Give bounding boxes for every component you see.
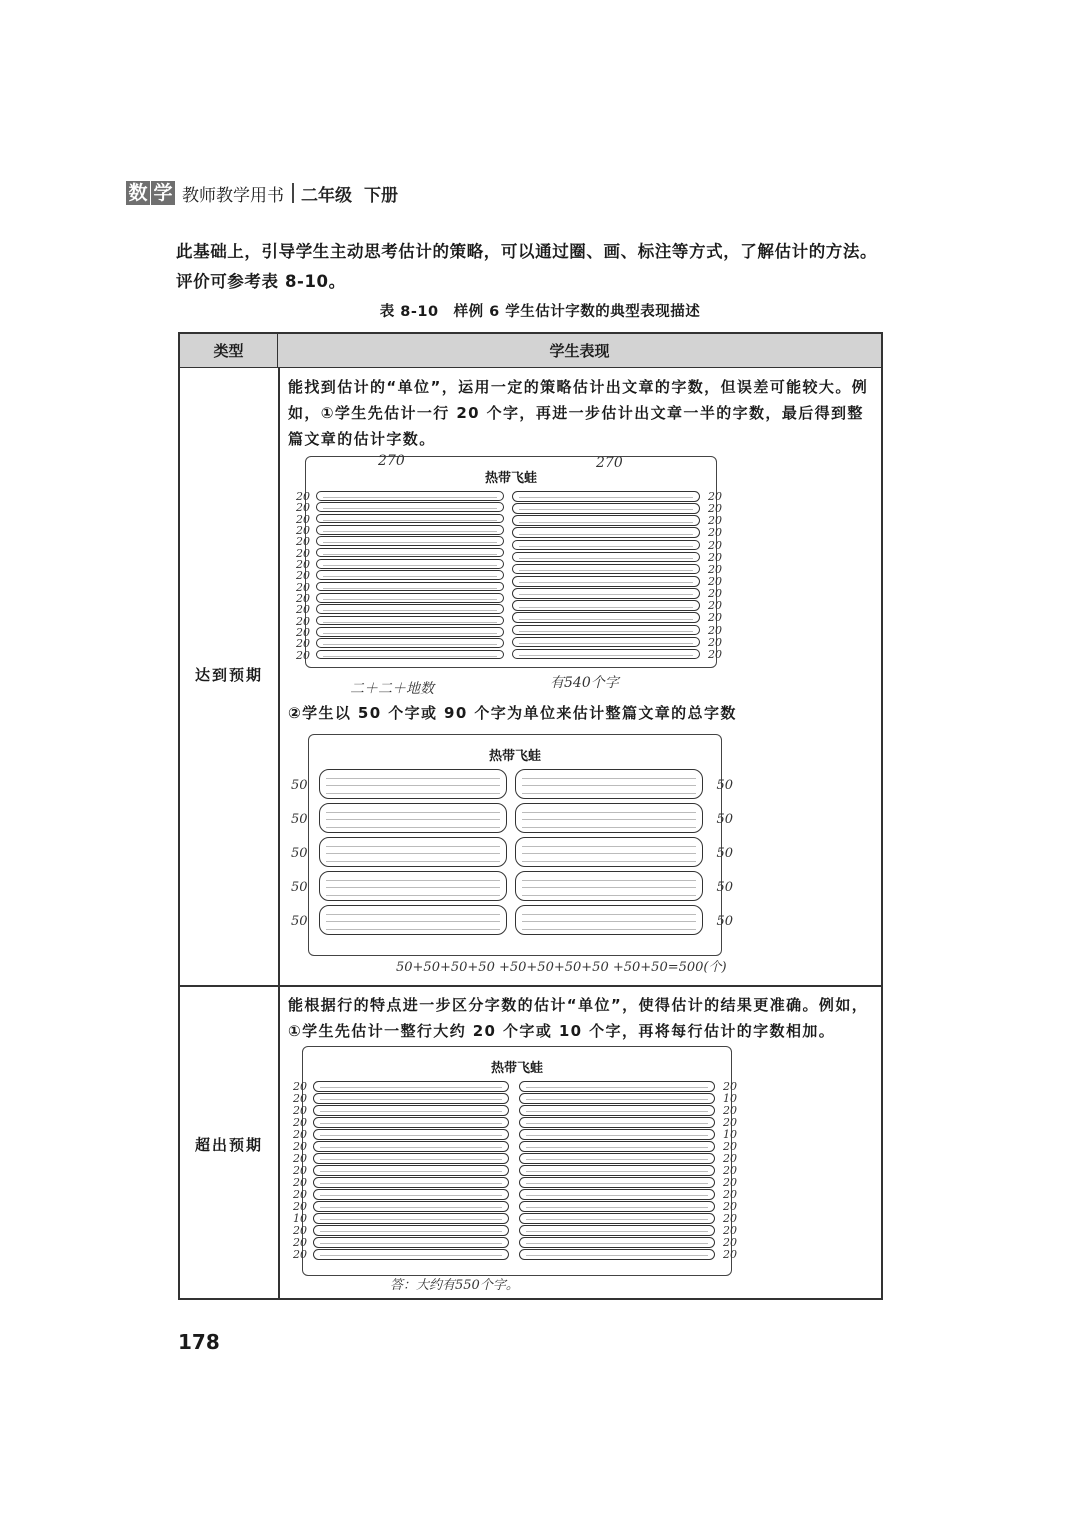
text-bubble — [519, 1189, 715, 1200]
text-bubble — [319, 769, 507, 799]
text-line — [323, 520, 497, 521]
count-mark: 20 — [723, 1116, 737, 1129]
count-mark: 20 — [708, 514, 722, 528]
count-mark: 20 — [293, 1224, 307, 1237]
text-bubble — [519, 1129, 715, 1140]
text-line — [320, 1111, 502, 1112]
text-bubble — [515, 905, 703, 935]
text-line — [519, 534, 693, 535]
table-caption: 表 8-10 样例 6 学生估计字数的典型表现描述 — [379, 304, 701, 320]
text-line — [526, 1255, 708, 1256]
text-line — [320, 1231, 502, 1232]
text-line — [526, 1183, 708, 1184]
text-line — [326, 778, 500, 779]
text-line — [326, 827, 500, 828]
text-bubble — [319, 803, 507, 833]
count-mark: 20 — [296, 614, 310, 628]
count-mark: 20 — [296, 512, 310, 526]
student-note: 50+50+50+50 +50+50+50+50 +50+50=500(个) — [396, 960, 727, 975]
count-mark: 20 — [293, 1104, 307, 1117]
header-type: 类型 — [180, 334, 278, 368]
count-mark: 20 — [293, 1188, 307, 1201]
right-column — [515, 769, 733, 939]
count-mark: 20 — [293, 1164, 307, 1177]
text-bubble — [512, 527, 700, 538]
text-line — [522, 785, 696, 786]
student-note: 答：大约有550个字。 — [390, 1278, 519, 1293]
text-line — [323, 610, 497, 611]
text-line — [526, 1147, 708, 1148]
text-bubble — [313, 1189, 509, 1200]
text-bubble — [316, 548, 504, 558]
column-divider — [278, 368, 280, 1298]
text-bubble — [515, 871, 703, 901]
right-column — [519, 1080, 737, 1261]
text-bubble — [519, 1093, 715, 1104]
text-bubble — [519, 1081, 715, 1092]
text-bubble — [519, 1141, 715, 1152]
count-mark: 20 — [293, 1200, 307, 1213]
count-mark: 20 — [296, 524, 310, 537]
student-note: 二＋二＋地数 — [350, 681, 434, 697]
text-bubble — [512, 552, 700, 563]
text-line — [326, 793, 500, 794]
count-mark: 20 — [296, 648, 310, 662]
text-line — [519, 655, 693, 656]
text-line — [519, 631, 693, 632]
text-bubble — [313, 1249, 509, 1260]
text-bubble — [316, 582, 504, 592]
text-line — [326, 846, 500, 847]
text-bubble — [313, 1105, 509, 1116]
book-title: 教师教学用书 — [182, 185, 284, 206]
count-mark: 50 — [716, 914, 733, 929]
text-bubble — [316, 559, 504, 569]
text-line — [526, 1171, 708, 1172]
text-bubble — [316, 491, 504, 501]
text-bubble — [313, 1237, 509, 1248]
text-line — [526, 1135, 708, 1136]
text-bubble — [515, 769, 703, 799]
text-line — [326, 880, 500, 881]
text-bubble — [519, 1177, 715, 1188]
text-bubble — [319, 837, 507, 867]
text-line — [320, 1099, 502, 1100]
text-bubble — [313, 1117, 509, 1128]
text-bubble — [316, 593, 504, 603]
count-mark: 20 — [708, 550, 722, 564]
text-line — [320, 1171, 502, 1172]
count-mark: 20 — [296, 637, 310, 651]
count-mark: 20 — [293, 1080, 307, 1093]
count-mark: 20 — [296, 546, 310, 560]
count-mark: 20 — [708, 538, 722, 552]
text-bubble — [313, 1153, 509, 1164]
count-mark: 20 — [708, 575, 722, 588]
text-line — [323, 531, 497, 532]
text-line — [320, 1135, 502, 1136]
evaluation-table — [178, 332, 883, 1300]
text-bubble — [313, 1129, 509, 1140]
count-mark: 50 — [291, 880, 308, 895]
text-line — [320, 1195, 502, 1196]
count-mark: 20 — [708, 490, 722, 503]
text-line — [320, 1123, 502, 1124]
text-bubble — [512, 625, 700, 636]
count-mark: 20 — [723, 1236, 737, 1249]
right-column — [512, 490, 722, 661]
sample-title: 热带飞蛙 — [488, 749, 541, 764]
text-line — [522, 914, 696, 915]
text-line — [326, 921, 500, 922]
text-bubble — [512, 600, 700, 611]
count-mark: 20 — [723, 1152, 737, 1165]
text-bubble — [512, 612, 700, 623]
text-line — [323, 599, 497, 600]
text-line — [326, 812, 500, 813]
count-mark: 20 — [708, 623, 722, 637]
count-mark: 10 — [723, 1128, 737, 1141]
text-line — [326, 819, 500, 820]
left-column — [296, 490, 504, 662]
count-mark: 20 — [723, 1164, 737, 1177]
count-mark: 20 — [296, 535, 310, 549]
text-line — [326, 861, 500, 862]
text-line — [323, 633, 497, 634]
count-mark: 50 — [291, 914, 308, 929]
text-line — [519, 619, 693, 620]
intro-paragraph: 此基础上，引导学生主动思考估计的策略，可以通过圈、画、标注等方式，了解估计的方法。评价可参考表 8-10。 — [176, 242, 878, 291]
text-line — [526, 1099, 708, 1100]
text-bubble — [519, 1153, 715, 1164]
text-line — [522, 861, 696, 862]
text-line — [522, 921, 696, 922]
page-number: 178 — [178, 1330, 220, 1354]
text-line — [522, 819, 696, 820]
text-line — [526, 1123, 708, 1124]
count-mark: 20 — [723, 1188, 737, 1201]
text-bubble — [519, 1117, 715, 1128]
text-bubble — [313, 1093, 509, 1104]
count-mark: 20 — [708, 635, 722, 649]
count-mark: 10 — [723, 1092, 737, 1105]
row-type-exceeds: 超出预期 — [194, 1136, 263, 1154]
text-bubble — [313, 1141, 509, 1152]
sample-mark: 270 — [596, 455, 623, 471]
text-bubble — [316, 514, 504, 524]
row-divider — [180, 985, 881, 987]
text-bubble — [512, 637, 700, 648]
count-mark: 20 — [296, 569, 310, 583]
count-mark: 20 — [708, 647, 722, 661]
row1-description: 能找到估计的“单位”，运用一定的策略估计出文章的字数，但误差可能较大。例如，①学生先估计一行 20 个字，再进一步估计出文章一半的字数，最后得到整篇文章的估计字数。 — [288, 378, 869, 448]
count-mark: 20 — [296, 626, 310, 639]
count-mark: 20 — [293, 1128, 307, 1141]
count-mark: 20 — [723, 1200, 737, 1213]
text-line — [526, 1243, 708, 1244]
subject-logo — [126, 181, 176, 205]
text-bubble — [512, 588, 700, 599]
text-line — [526, 1219, 708, 1220]
text-bubble — [313, 1213, 509, 1224]
text-line — [320, 1159, 502, 1160]
text-bubble — [519, 1201, 715, 1212]
text-bubble — [512, 540, 700, 551]
text-bubble — [316, 502, 504, 512]
count-mark: 20 — [708, 562, 722, 576]
count-mark: 50 — [291, 846, 308, 861]
text-line — [320, 1087, 502, 1088]
text-line — [519, 497, 693, 498]
text-bubble — [316, 525, 504, 535]
logo-char: 学 — [151, 181, 175, 205]
text-line — [323, 542, 497, 543]
student-note: 有540个字 — [550, 675, 619, 691]
text-line — [522, 846, 696, 847]
text-bubble — [512, 503, 700, 514]
count-mark: 50 — [291, 778, 308, 793]
text-bubble — [512, 491, 700, 502]
count-mark: 20 — [723, 1248, 737, 1261]
text-line — [519, 522, 693, 523]
text-bubble — [512, 576, 700, 587]
text-bubble — [519, 1165, 715, 1176]
text-line — [519, 582, 693, 583]
text-line — [326, 929, 500, 930]
row2-description: 能根据行的特点进一步区分字数的估计“单位”，使得估计的结果更准确。例如，①学生先估计一整行大约 20 个字或 10 个字，再将每行估计的字数相加。 — [288, 996, 869, 1040]
text-line — [320, 1147, 502, 1148]
text-line — [526, 1207, 708, 1208]
count-mark: 20 — [723, 1224, 737, 1237]
left-column — [293, 1080, 509, 1261]
count-mark: 20 — [723, 1080, 737, 1093]
text-bubble — [515, 837, 703, 867]
text-bubble — [515, 803, 703, 833]
text-bubble — [512, 564, 700, 575]
text-line — [526, 1195, 708, 1196]
count-mark: 20 — [296, 592, 310, 605]
text-bubble — [316, 570, 504, 580]
text-bubble — [519, 1105, 715, 1116]
count-mark: 20 — [708, 526, 722, 540]
text-bubble — [512, 649, 700, 660]
text-line — [323, 588, 497, 589]
row-type-meets: 达到预期 — [194, 666, 263, 684]
text-line — [326, 785, 500, 786]
count-mark: 20 — [708, 599, 722, 613]
count-mark: 20 — [293, 1248, 307, 1261]
text-line — [323, 656, 497, 657]
sample-title: 热带飞蛙 — [490, 1061, 543, 1076]
student-sample-1 — [296, 453, 722, 668]
text-line — [323, 554, 497, 555]
text-bubble — [313, 1201, 509, 1212]
text-line — [526, 1111, 708, 1112]
text-line — [519, 558, 693, 559]
count-mark: 20 — [293, 1140, 307, 1153]
text-line — [323, 497, 497, 498]
text-bubble — [313, 1225, 509, 1236]
student-sample-3 — [293, 1046, 737, 1276]
count-mark: 50 — [716, 812, 733, 827]
text-line — [326, 887, 500, 888]
text-line — [323, 644, 497, 645]
count-mark: 20 — [296, 501, 310, 515]
text-line — [320, 1255, 502, 1256]
text-bubble — [316, 638, 504, 648]
count-mark: 20 — [723, 1140, 737, 1153]
count-mark: 20 — [293, 1236, 307, 1249]
count-mark: 20 — [723, 1104, 737, 1117]
text-line — [526, 1231, 708, 1232]
text-line — [522, 793, 696, 794]
text-line — [522, 887, 696, 888]
text-bubble — [319, 905, 507, 935]
text-bubble — [313, 1165, 509, 1176]
header-performance: 学生表现 — [278, 334, 881, 368]
count-mark: 20 — [293, 1152, 307, 1165]
text-line — [326, 853, 500, 854]
text-bubble — [519, 1237, 715, 1248]
text-line — [519, 643, 693, 644]
count-mark: 20 — [723, 1176, 737, 1189]
text-bubble — [519, 1225, 715, 1236]
text-bubble — [512, 515, 700, 526]
text-bubble — [313, 1177, 509, 1188]
count-mark: 20 — [296, 490, 310, 503]
term-label: 下册 — [364, 185, 398, 206]
text-line — [522, 895, 696, 896]
count-mark: 20 — [296, 558, 310, 571]
sample-mark: 270 — [378, 453, 405, 469]
text-line — [320, 1219, 502, 1220]
text-bubble — [519, 1213, 715, 1224]
text-line — [326, 914, 500, 915]
count-mark: 20 — [723, 1212, 737, 1225]
text-line — [519, 594, 693, 595]
text-bubble — [313, 1081, 509, 1092]
text-line — [519, 570, 693, 571]
text-bubble — [316, 650, 504, 660]
text-bubble — [519, 1249, 715, 1260]
count-mark: 20 — [708, 611, 722, 625]
text-line — [519, 546, 693, 547]
text-line — [522, 812, 696, 813]
text-line — [526, 1159, 708, 1160]
text-bubble — [316, 616, 504, 626]
count-mark: 20 — [293, 1116, 307, 1129]
text-line — [323, 565, 497, 566]
count-mark: 50 — [291, 812, 308, 827]
row1-method2: ②学生以 50 个字或 90 个字为单位来估计整篇文章的总字数 — [288, 704, 737, 722]
count-mark: 20 — [296, 603, 310, 617]
logo-char: 数 — [126, 181, 150, 205]
text-line — [323, 508, 497, 509]
count-mark: 20 — [293, 1092, 307, 1105]
text-line — [522, 929, 696, 930]
count-mark: 20 — [708, 502, 722, 516]
count-mark: 50 — [716, 846, 733, 861]
count-mark: 20 — [708, 587, 722, 601]
count-mark: 20 — [293, 1176, 307, 1189]
text-line — [522, 778, 696, 779]
book-header — [126, 176, 398, 210]
count-mark: 20 — [296, 580, 310, 594]
text-line — [519, 509, 693, 510]
count-mark: 50 — [716, 880, 733, 895]
left-column — [291, 769, 507, 939]
header-divider — [292, 183, 294, 203]
text-bubble — [316, 604, 504, 614]
text-line — [326, 895, 500, 896]
count-mark: 10 — [293, 1212, 307, 1225]
text-line — [320, 1207, 502, 1208]
grade-label: 二年级 — [301, 185, 352, 206]
text-line — [526, 1087, 708, 1088]
text-bubble — [316, 536, 504, 546]
text-line — [320, 1243, 502, 1244]
text-bubble — [316, 627, 504, 637]
text-line — [323, 622, 497, 623]
count-mark: 50 — [716, 778, 733, 793]
text-bubble — [319, 871, 507, 901]
text-line — [522, 853, 696, 854]
sample-title: 热带飞蛙 — [484, 471, 537, 486]
text-line — [522, 827, 696, 828]
text-line — [519, 607, 693, 608]
text-line — [522, 880, 696, 881]
text-line — [320, 1183, 502, 1184]
text-line — [323, 576, 497, 577]
student-sample-2 — [291, 734, 733, 956]
